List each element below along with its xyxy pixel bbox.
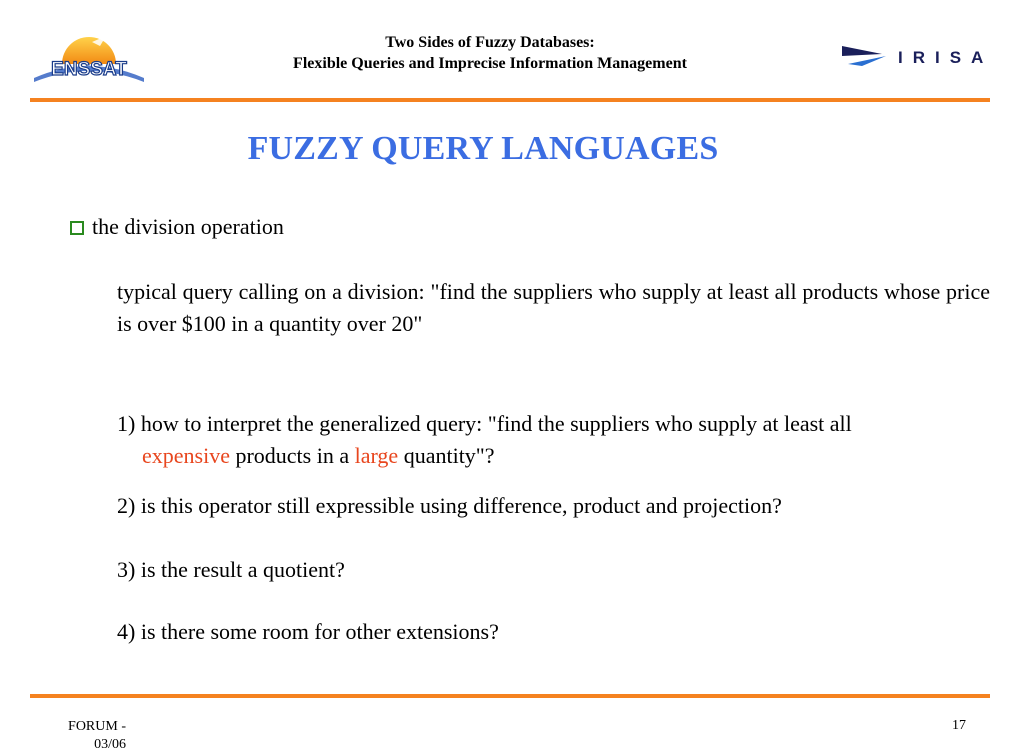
highlight-large: large xyxy=(354,443,399,468)
footer-event-line1: FORUM - xyxy=(68,719,126,734)
question-1-line2 xyxy=(117,440,997,472)
header-title-line1: Two Sides of Fuzzy Databases: xyxy=(385,34,595,51)
question-3: 3) is the result a quotient? xyxy=(117,557,345,582)
slide-title: FUZZY QUERY LANGUAGES xyxy=(247,130,719,167)
question-1-line1: 1) how to interpret the generalized query: "find the suppliers who supply at least all xyxy=(117,411,852,436)
body-paragraph: typical query calling on a division: "find the suppliers who supply at least all products whose price is over $100 in a quantity over 20" xyxy=(117,279,990,336)
question-1-text-middle: products in a xyxy=(229,443,355,468)
irisa-logo xyxy=(842,42,992,72)
header-title-line2: Flexible Queries and Imprecise Information Management xyxy=(293,55,687,72)
bullet-item xyxy=(70,214,284,240)
footer-divider xyxy=(30,694,990,698)
question-4: 4) is there some room for other extensions? xyxy=(117,619,499,644)
header-divider xyxy=(30,98,990,102)
enssat-logo-text: ENSSAT xyxy=(51,59,127,80)
question-1 xyxy=(117,408,997,472)
question-1-text-end: quantity"? xyxy=(398,443,495,468)
enssat-logo xyxy=(34,26,144,86)
footer-event xyxy=(62,718,126,754)
header-titles xyxy=(200,32,780,74)
page-number: 17 xyxy=(952,718,966,733)
highlight-expensive: expensive xyxy=(142,443,230,468)
question-2: 2) is this operator still expressible using difference, product and projection? xyxy=(117,493,782,518)
irisa-logo-text: IRISA xyxy=(898,48,992,67)
footer-event-line2: 03/06 xyxy=(94,737,126,752)
bullet-text: the division operation xyxy=(92,214,284,239)
checkbox-bullet-icon xyxy=(70,221,84,235)
